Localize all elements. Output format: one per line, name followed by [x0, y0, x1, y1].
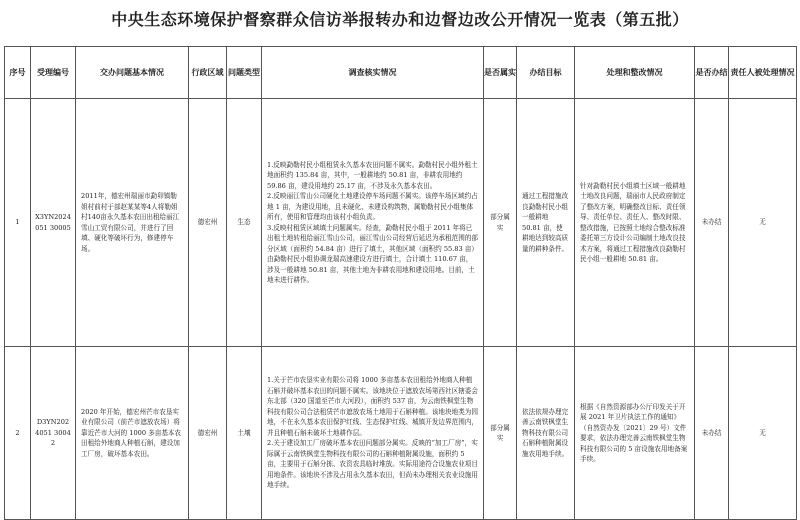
header-goal: 办结目标 — [517, 47, 575, 99]
header-region: 行政区域 — [189, 47, 227, 99]
investigation-item: 1.反映勐勒村民小组租赁永久基本农田问题不属实。勐勒村民小组外租土地面积约 135.84 亩，其中，一般耕地约 50.81 亩，非耕农用地约 59.86 亩，建设用地约 25.17 亩，不涉及永久基本农田。 — [267, 160, 478, 190]
row-seq: 1 — [5, 99, 31, 347]
disclosure-table — [4, 46, 797, 520]
header-handling: 处理和整改情况 — [575, 47, 695, 99]
investigation-item: 2.反映丽江雪山公司硬化土地建设停车场问题不属实。该停车场区域约占地 1 亩，为建设用地，且未硬化、未建设构筑物，属勒勒村民小组集体所有，使用和管理均由该村小组负责。 — [267, 192, 478, 221]
table-row — [5, 99, 797, 347]
header-investigation: 调查核实情况 — [262, 47, 484, 99]
page-title: 中央生态环境保护督察群众信访举报转办和边督边改公开情况一览表（第五批） — [111, 10, 689, 29]
table-header-row — [5, 47, 797, 99]
row-investigation — [262, 99, 484, 347]
header-id: 受理编号 — [31, 47, 76, 99]
row-type: 土壤 — [227, 347, 262, 520]
header-seq: 序号 — [5, 47, 31, 99]
header-penalty: 责任人被处理情况 — [729, 47, 797, 99]
row-basic: 2020 年开始，德宏州芒市农垦实业有限公司（前芒市遮放农场）将靠近芒市大河的 1000 多亩基本农田租给外地商人种植石斛，建设加工厂房，破坏基本农田。 — [76, 347, 189, 520]
row-handling: 针对勐勒村民小组填土区域一般耕地土地改良问题，瑞丽市人民政府制定了整改方案，明确整改目标、责任领导、责任单位、责任人、整改时限、整改措施，已按照土地综合整改标准委托第三方设计公司编制土地改良技术方案，将通过工程措施改良勐勒村民小组一般耕地 50.81 亩。 — [575, 99, 695, 347]
investigation-item: 2.关于建设加工厂房破坏基本农田问题部分属实。反映的“加工厂房”，实际属于云南铁枫堂生物科技有限公司的石斛种植附属设施，面积约 5 亩，主要用于石斛分拣、农资农具临时堆放。实际用途符合设施农业项目用地条件。该地块不涉及占用永久基本农田，但尚未办理相关农业设施用地手续。 — [267, 439, 478, 490]
row-basic: 2011年，德宏州瑞丽市勐卯镇勒姐村前村于部赵某某等4人将勒姐村140亩永久基本农田出租给丽江雪山工贸有限公司，并进行了回填、硬化等破坏行为，修建停车场。 — [76, 99, 189, 347]
row-investigation — [262, 347, 484, 520]
row-goal: 通过工程措施改良勐勒村民小组一般耕地 50.81 亩，使耕地达到较高质量的耕种条件。 — [517, 99, 575, 347]
header-basic: 交办问题基本情况 — [76, 47, 189, 99]
row-id: D3YN2024051 30042 — [31, 347, 76, 520]
row-closed: 未办结 — [695, 99, 729, 347]
investigation-item: 3.反映村租赁区域填土问题属实。经查，勐勒村民小组于 2011 年将已出租土地转租给丽江雪山公司，丽江雪山公司经营后延迟为承租范围的部分区域（面积约 54.84 亩）进行了填土，其他区域（面积约 55.83 亩）由勐勒村民小组协调龙瑞高速建设方进行填土，合计填土 110.67 亩，涉及一般耕地 50.81 亩，其他土地为非耕农用地和建设用地。目前，土地未进行耕作。 — [267, 223, 478, 284]
row-id: X3YN2024051 30005 — [31, 99, 76, 347]
row-truth: 部分属实 — [484, 99, 517, 347]
row-type: 生态 — [227, 99, 262, 347]
row-region: 德宏州 — [189, 347, 227, 520]
investigation-item: 1.关于芒市农垦实业有限公司将 1000 多亩基本农田租给外地商人种植石斛并破坏基本农田的问题不属实。该地块位于遮放农场第西社区辖委会东北部（320 国道至芒市大河段），面积约 537 亩，为云南铁枫堂生物科技有限公司合法租赁芒市遮放农场土地用于石斛种植。该地块地类为园地，不在永久基本农田保护红线、生态保护红线、城镇开发边界范围内，并且种植石斛未破坏土地耕作层。 — [267, 376, 478, 437]
row-penalty: 无 — [729, 99, 797, 347]
row-handling: 根据《自然资源部办公厅印发关于开展 2021 年卫片执法工作的通知》（自然资办发〔2021〕29 号）文件要求，依法办理完善云南铁枫堂生物科技有限公司的 5 亩设施农用地备案手续。 — [575, 347, 695, 520]
row-goal: 依法依规办理完善云南铁枫堂生物科技有限公司石斛种植附属设施农用地手续。 — [517, 347, 575, 520]
row-penalty: 无 — [729, 347, 797, 520]
table-row — [5, 347, 797, 520]
header-closed: 是否办结 — [695, 47, 729, 99]
row-truth: 部分属实 — [484, 347, 517, 520]
header-truth: 是否属实 — [484, 47, 517, 99]
row-region: 德宏州 — [189, 99, 227, 347]
row-closed: 未办结 — [695, 347, 729, 520]
header-type: 问题类型 — [227, 47, 262, 99]
row-seq: 2 — [5, 347, 31, 520]
